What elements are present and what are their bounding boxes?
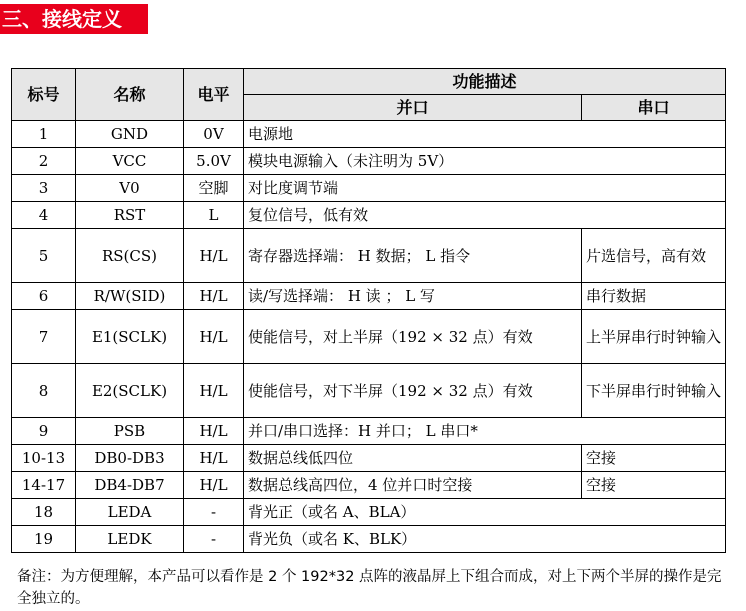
cell-no: 10-13	[12, 445, 76, 472]
header-serial: 串口	[582, 95, 726, 121]
cell-parallel: 数据总线低四位	[244, 445, 582, 472]
cell-parallel: 读/写选择端： H 读 ； L 写	[244, 283, 582, 310]
cell-function: 对比度调节端	[244, 175, 726, 202]
cell-name: LEDA	[76, 499, 184, 526]
cell-no: 9	[12, 418, 76, 445]
cell-level: -	[184, 499, 244, 526]
cell-no: 3	[12, 175, 76, 202]
header-parallel: 并口	[244, 95, 582, 121]
cell-serial: 空接	[582, 445, 726, 472]
footnote: 备注：为方便理解，本产品可以看作是 2 个 192*32 点阵的液晶屏上下组合而成，对上下两个半屏的操作是完全独立的。	[17, 569, 722, 607]
cell-name: PSB	[76, 418, 184, 445]
cell-parallel: 使能信号，对上半屏（192 × 32 点）有效	[244, 310, 582, 364]
cell-parallel: 使能信号，对下半屏（192 × 32 点）有效	[244, 364, 582, 418]
cell-no: 1	[12, 121, 76, 148]
table-row	[12, 364, 726, 418]
cell-no: 8	[12, 364, 76, 418]
cell-no: 5	[12, 229, 76, 283]
cell-no: 7	[12, 310, 76, 364]
cell-name: VCC	[76, 148, 184, 175]
cell-name: V0	[76, 175, 184, 202]
table-row	[12, 310, 726, 364]
cell-no: 18	[12, 499, 76, 526]
cell-function: 电源地	[244, 121, 726, 148]
table-row	[12, 175, 726, 202]
table-row	[12, 148, 726, 175]
section-title: 三、接线定义	[0, 4, 148, 34]
header-level: 电平	[184, 69, 244, 121]
cell-name: RS(CS)	[76, 229, 184, 283]
table-row	[12, 121, 726, 148]
cell-level: 空脚	[184, 175, 244, 202]
cell-level: H/L	[184, 364, 244, 418]
cell-no: 6	[12, 283, 76, 310]
header-name: 名称	[76, 69, 184, 121]
cell-level: 5.0V	[184, 148, 244, 175]
cell-level: L	[184, 202, 244, 229]
table-row	[12, 229, 726, 283]
cell-serial: 空接	[582, 472, 726, 499]
cell-level: H/L	[184, 418, 244, 445]
cell-name: DB0-DB3	[76, 445, 184, 472]
cell-level: H/L	[184, 283, 244, 310]
header-index: 标号	[12, 69, 76, 121]
cell-name: LEDK	[76, 526, 184, 553]
cell-function: 背光正（或名 A、BLA）	[244, 499, 726, 526]
cell-no: 4	[12, 202, 76, 229]
table-row	[12, 499, 726, 526]
cell-serial: 串行数据	[582, 283, 726, 310]
cell-level: H/L	[184, 229, 244, 283]
cell-function: 复位信号，低有效	[244, 202, 726, 229]
table-row	[12, 526, 726, 553]
cell-function: 并口/串口选择：H 并口； L 串口*	[244, 418, 726, 445]
table-row	[12, 472, 726, 499]
cell-serial: 上半屏串行时钟输入	[582, 310, 726, 364]
table-row	[12, 202, 726, 229]
cell-name: E1(SCLK)	[76, 310, 184, 364]
cell-level: 0V	[184, 121, 244, 148]
cell-no: 19	[12, 526, 76, 553]
cell-level: H/L	[184, 445, 244, 472]
pin-definition-table	[11, 68, 726, 553]
cell-function: 模块电源输入（未注明为 5V）	[244, 148, 726, 175]
cell-level: H/L	[184, 472, 244, 499]
table-row	[12, 445, 726, 472]
cell-serial: 片选信号，高有效	[582, 229, 726, 283]
cell-level: H/L	[184, 310, 244, 364]
cell-name: DB4-DB7	[76, 472, 184, 499]
cell-no: 14-17	[12, 472, 76, 499]
cell-function: 背光负（或名 K、BLK）	[244, 526, 726, 553]
cell-serial: 下半屏串行时钟输入	[582, 364, 726, 418]
table-row	[12, 418, 726, 445]
table-row	[12, 283, 726, 310]
cell-no: 2	[12, 148, 76, 175]
header-function: 功能描述	[244, 69, 726, 95]
cell-parallel: 数据总线高四位，4 位并口时空接	[244, 472, 582, 499]
cell-level: -	[184, 526, 244, 553]
cell-name: GND	[76, 121, 184, 148]
cell-name: R/W(SID)	[76, 283, 184, 310]
cell-parallel: 寄存器选择端： H 数据； L 指令	[244, 229, 582, 283]
cell-name: E2(SCLK)	[76, 364, 184, 418]
cell-name: RST	[76, 202, 184, 229]
